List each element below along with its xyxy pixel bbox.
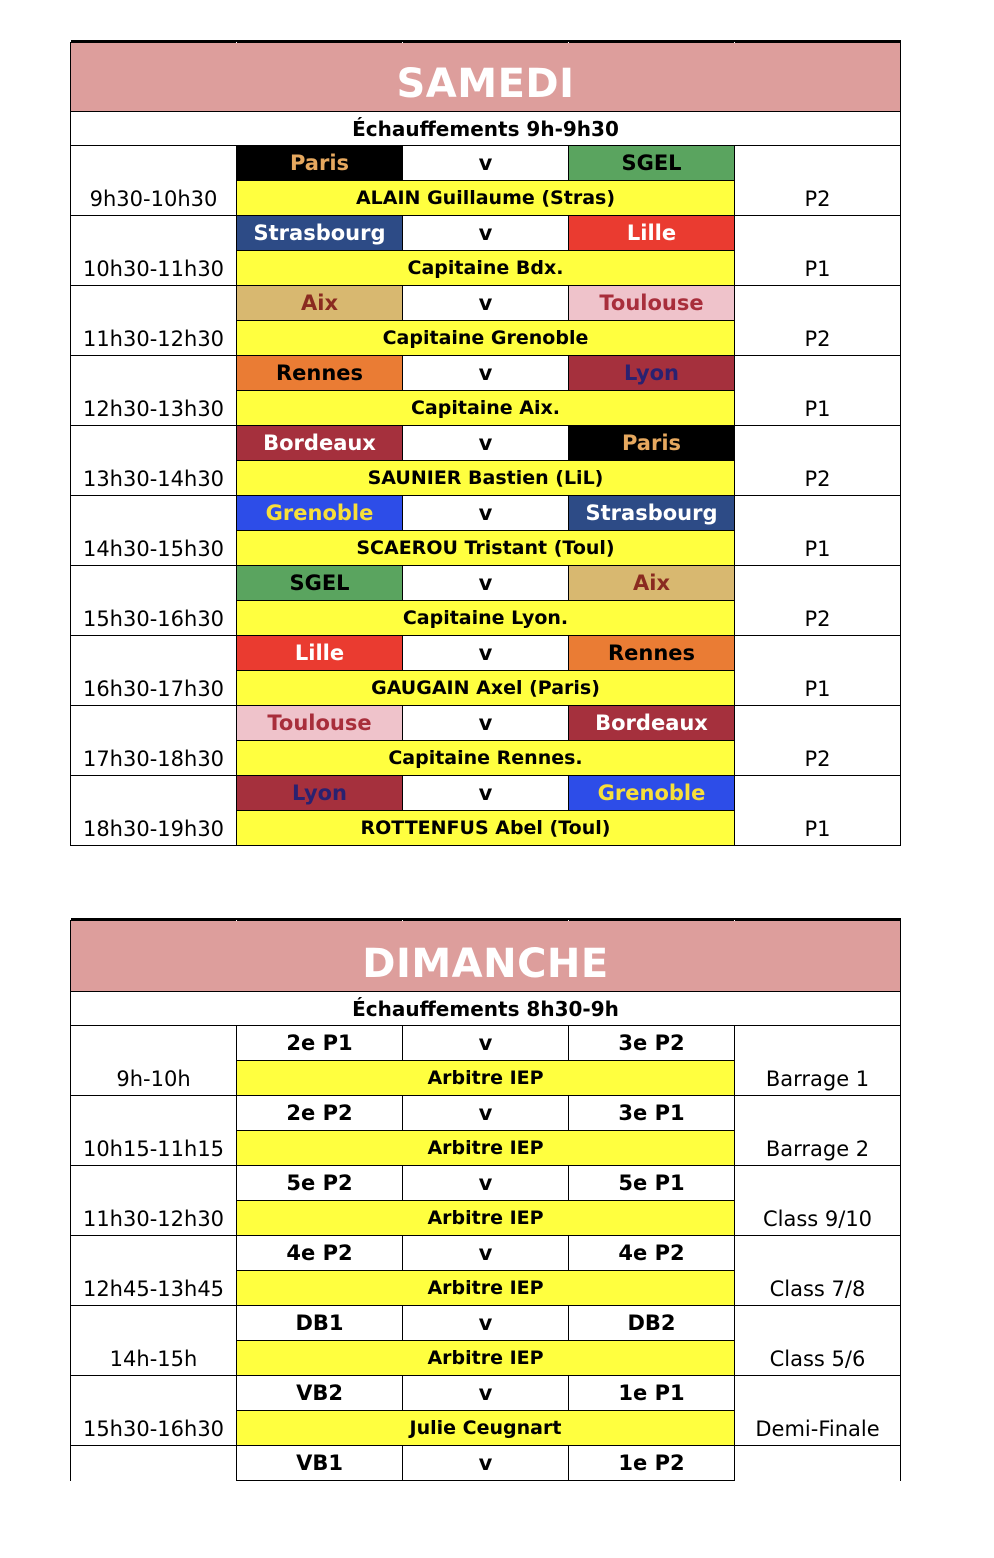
referee-name: Julie Ceugnart bbox=[237, 1411, 735, 1446]
match-pool: P2 bbox=[735, 566, 901, 636]
match-time: 13h30-14h30 bbox=[71, 426, 237, 496]
home-team: Lille bbox=[237, 636, 403, 671]
match-pool: Barrage 1 bbox=[735, 1026, 901, 1096]
match-row bbox=[71, 1096, 901, 1131]
versus-label: v bbox=[403, 1096, 569, 1131]
match-pool: Class 5/6 bbox=[735, 1306, 901, 1376]
match-row bbox=[71, 1236, 901, 1271]
away-team: Lille bbox=[569, 216, 735, 251]
away-team: Rennes bbox=[569, 636, 735, 671]
versus-label: v bbox=[403, 146, 569, 181]
match-row bbox=[71, 706, 901, 741]
match-row bbox=[71, 426, 901, 461]
match-row bbox=[71, 356, 901, 391]
away-team: Toulouse bbox=[569, 286, 735, 321]
home-team: Lyon bbox=[237, 776, 403, 811]
match-row bbox=[71, 1446, 901, 1481]
match-pool: Barrage 2 bbox=[735, 1096, 901, 1166]
referee-name: Capitaine Aix. bbox=[237, 391, 735, 426]
away-team: 1e P2 bbox=[569, 1446, 735, 1481]
match-pool: P1 bbox=[735, 776, 901, 846]
match-time: 18h30-19h30 bbox=[71, 776, 237, 846]
home-team: Grenoble bbox=[237, 496, 403, 531]
match-pool: P2 bbox=[735, 286, 901, 356]
match-time: 9h-10h bbox=[71, 1026, 237, 1096]
referee-name: Arbitre IEP bbox=[237, 1271, 735, 1306]
versus-label: v bbox=[403, 426, 569, 461]
versus-label: v bbox=[403, 356, 569, 391]
match-time: 11h30-12h30 bbox=[71, 286, 237, 356]
away-team: 1e P1 bbox=[569, 1376, 735, 1411]
match-pool: P1 bbox=[735, 496, 901, 566]
versus-label: v bbox=[403, 776, 569, 811]
referee-name: Capitaine Bdx. bbox=[237, 251, 735, 286]
home-team: DB1 bbox=[237, 1306, 403, 1341]
match-time: 14h-15h bbox=[71, 1306, 237, 1376]
away-team: 3e P2 bbox=[569, 1026, 735, 1061]
match-pool: P1 bbox=[735, 356, 901, 426]
match-time: 9h30-10h30 bbox=[71, 146, 237, 216]
home-team: Strasbourg bbox=[237, 216, 403, 251]
match-row bbox=[71, 1166, 901, 1201]
day-title: DIMANCHE bbox=[71, 921, 901, 992]
home-team: Paris bbox=[237, 146, 403, 181]
versus-label: v bbox=[403, 216, 569, 251]
home-team: 5e P2 bbox=[237, 1166, 403, 1201]
referee-name: Arbitre IEP bbox=[237, 1201, 735, 1236]
warmup-label: Échauffements 8h30-9h bbox=[71, 992, 901, 1026]
home-team: VB2 bbox=[237, 1376, 403, 1411]
home-team: SGEL bbox=[237, 566, 403, 601]
match-pool: Class 9/10 bbox=[735, 1166, 901, 1236]
versus-label: v bbox=[403, 1306, 569, 1341]
match-time: 11h30-12h30 bbox=[71, 1166, 237, 1236]
match-row bbox=[71, 1376, 901, 1411]
home-team: 4e P2 bbox=[237, 1236, 403, 1271]
away-team: Aix bbox=[569, 566, 735, 601]
match-pool bbox=[735, 1446, 901, 1481]
away-team: 3e P1 bbox=[569, 1096, 735, 1131]
home-team: Toulouse bbox=[237, 706, 403, 741]
match-time: 14h30-15h30 bbox=[71, 496, 237, 566]
match-pool: Class 7/8 bbox=[735, 1236, 901, 1306]
versus-label: v bbox=[403, 1026, 569, 1061]
away-team: Paris bbox=[569, 426, 735, 461]
versus-label: v bbox=[403, 706, 569, 741]
match-row bbox=[71, 566, 901, 601]
match-time: 17h30-18h30 bbox=[71, 706, 237, 776]
away-team: 5e P1 bbox=[569, 1166, 735, 1201]
versus-label: v bbox=[403, 1236, 569, 1271]
match-time: 10h30-11h30 bbox=[71, 216, 237, 286]
home-team: Rennes bbox=[237, 356, 403, 391]
referee-name: GAUGAIN Axel (Paris) bbox=[237, 671, 735, 706]
match-pool: Demi-Finale bbox=[735, 1376, 901, 1446]
away-team: SGEL bbox=[569, 146, 735, 181]
samedi-schedule bbox=[70, 40, 901, 846]
referee-name: SAUNIER Bastien (LiL) bbox=[237, 461, 735, 496]
match-time: 15h30-16h30 bbox=[71, 1376, 237, 1446]
away-team: Lyon bbox=[569, 356, 735, 391]
match-row bbox=[71, 1026, 901, 1061]
away-team: 4e P2 bbox=[569, 1236, 735, 1271]
match-pool: P1 bbox=[735, 216, 901, 286]
versus-label: v bbox=[403, 566, 569, 601]
referee-name: Capitaine Rennes. bbox=[237, 741, 735, 776]
match-row bbox=[71, 496, 901, 531]
home-team: Bordeaux bbox=[237, 426, 403, 461]
home-team: Aix bbox=[237, 286, 403, 321]
match-row bbox=[71, 286, 901, 321]
match-row bbox=[71, 216, 901, 251]
versus-label: v bbox=[403, 636, 569, 671]
versus-label: v bbox=[403, 1376, 569, 1411]
warmup-label: Échauffements 9h-9h30 bbox=[71, 112, 901, 146]
home-team: 2e P2 bbox=[237, 1096, 403, 1131]
match-time: 12h30-13h30 bbox=[71, 356, 237, 426]
match-row bbox=[71, 146, 901, 181]
referee-name: Capitaine Grenoble bbox=[237, 321, 735, 356]
versus-label: v bbox=[403, 1446, 569, 1481]
dimanche-schedule bbox=[70, 918, 901, 1481]
away-team: DB2 bbox=[569, 1306, 735, 1341]
match-time: 10h15-11h15 bbox=[71, 1096, 237, 1166]
referee-name: ALAIN Guillaume (Stras) bbox=[237, 181, 735, 216]
home-team: VB1 bbox=[237, 1446, 403, 1481]
referee-name: Capitaine Lyon. bbox=[237, 601, 735, 636]
referee-name: Arbitre IEP bbox=[237, 1341, 735, 1376]
match-pool: P2 bbox=[735, 146, 901, 216]
match-row bbox=[71, 776, 901, 811]
away-team: Grenoble bbox=[569, 776, 735, 811]
referee-name: Arbitre IEP bbox=[237, 1131, 735, 1166]
day-title: SAMEDI bbox=[71, 43, 901, 112]
versus-label: v bbox=[403, 496, 569, 531]
match-pool: P2 bbox=[735, 426, 901, 496]
versus-label: v bbox=[403, 286, 569, 321]
match-time bbox=[71, 1446, 237, 1481]
match-row bbox=[71, 636, 901, 671]
match-time: 16h30-17h30 bbox=[71, 636, 237, 706]
versus-label: v bbox=[403, 1166, 569, 1201]
away-team: Bordeaux bbox=[569, 706, 735, 741]
home-team: 2e P1 bbox=[237, 1026, 403, 1061]
match-time: 12h45-13h45 bbox=[71, 1236, 237, 1306]
match-row bbox=[71, 1306, 901, 1341]
referee-name: SCAEROU Tristant (Toul) bbox=[237, 531, 735, 566]
match-pool: P1 bbox=[735, 636, 901, 706]
match-pool: P2 bbox=[735, 706, 901, 776]
away-team: Strasbourg bbox=[569, 496, 735, 531]
match-time: 15h30-16h30 bbox=[71, 566, 237, 636]
referee-name: Arbitre IEP bbox=[237, 1061, 735, 1096]
referee-name: ROTTENFUS Abel (Toul) bbox=[237, 811, 735, 846]
